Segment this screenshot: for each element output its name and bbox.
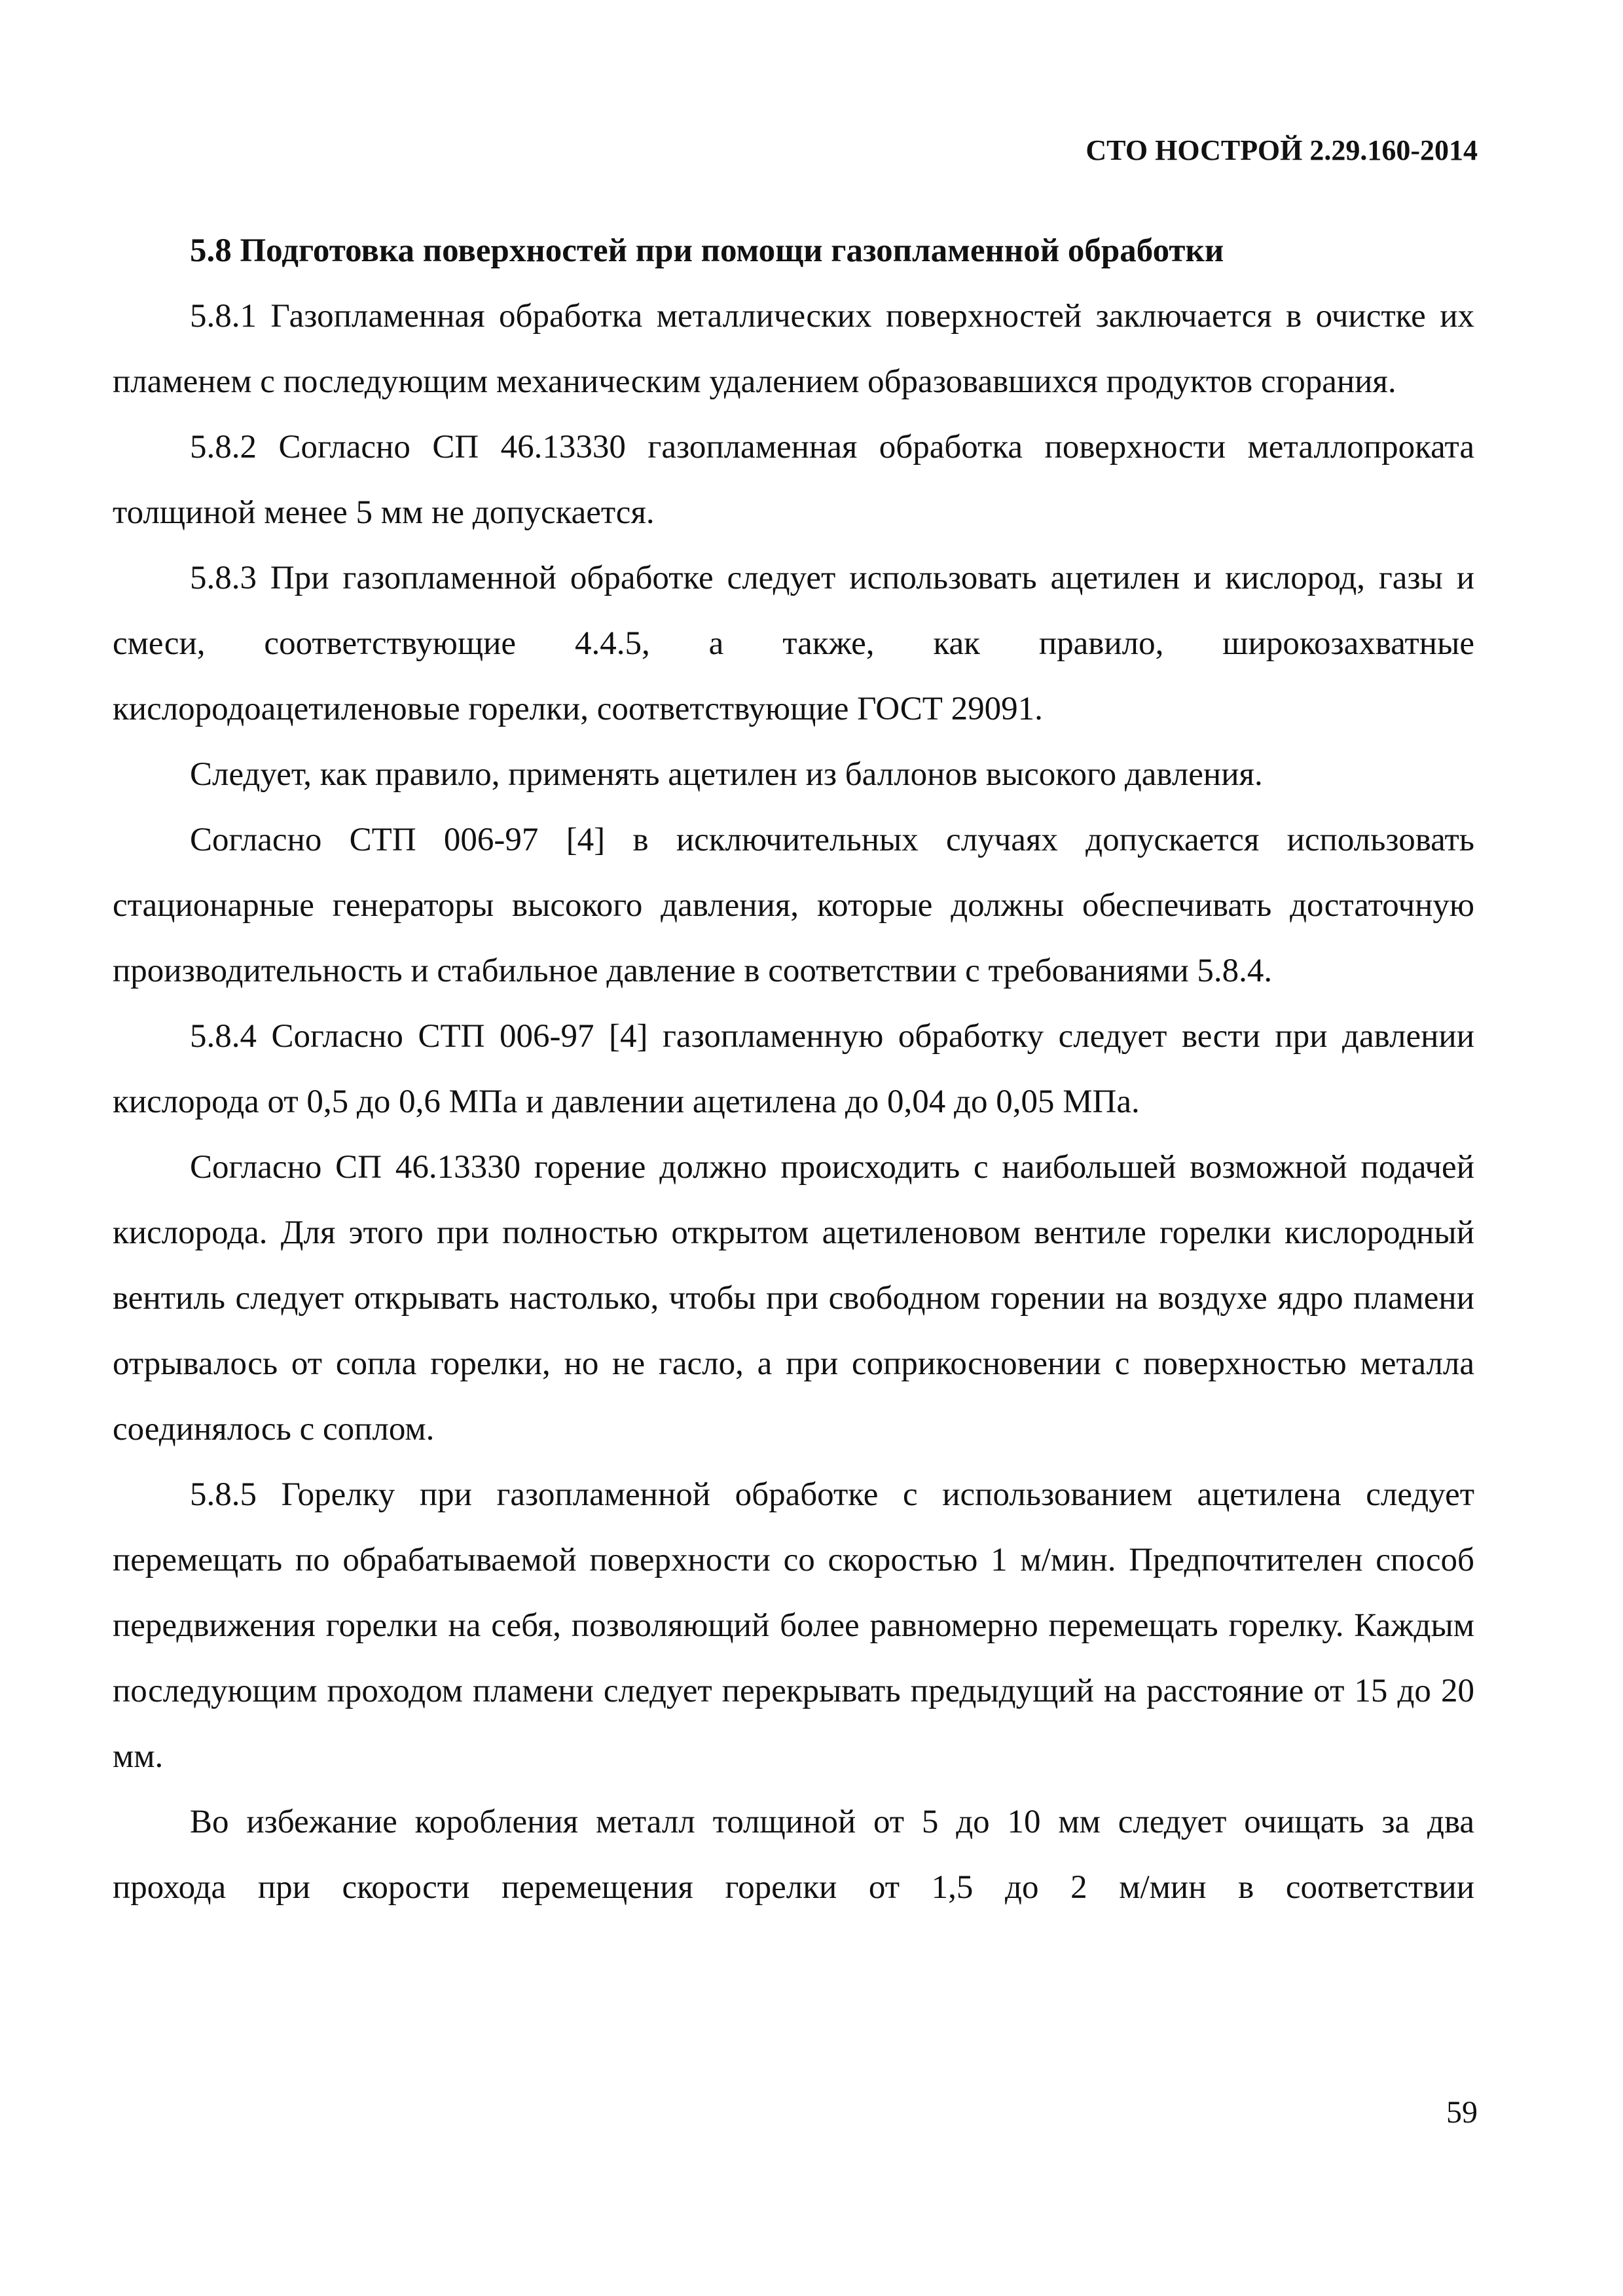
paragraph-5-8-5: 5.8.5 Горелку при газопламенной обработке с использованием ацетилена следует перемещать по обрабатываемой поверхности со скоростью 1 м/мин. Предпочтителен способ передвижения горелки на себя, позволяющий более равномерно перемещать горелку. Каждым последующим проходом пламени следует перекрывать предыдущий на расстояние от 15 до 20 мм. [113, 1476, 1474, 1775]
paragraph-5-8-1: 5.8.1 Газопламенная обработка металлических поверхностей заключается в очистке их пламенем с последующим механическим удалением образовавшихся продуктов сгорания. [113, 298, 1474, 400]
paragraph-combustion: Согласно СП 46.13330 горение должно происходить с наибольшей возможной подачей кислорода. Для этого при полностью открытом ацетиленовом вентиле горелки кислородный вентиль следует открывать настолько, чтобы при свободном горении на воздухе ядро пламени отрывалось от сопла горелки, но не гасло, а при соприкосновении с поверхностью металла соединялось с соплом. [113, 1149, 1474, 1448]
paragraph-acetylene-cylinders: Следует, как правило, применять ацетилен из баллонов высокого давления. [190, 756, 1263, 793]
document-code-header: СТО НОСТРОЙ 2.29.160-2014 [1085, 134, 1478, 166]
section-heading: 5.8 Подготовка поверхностей при помощи газопламенной обработки [190, 232, 1224, 269]
page-number: 59 [1446, 2095, 1478, 2130]
document-body [113, 218, 1474, 1920]
paragraph-5-8-3: 5.8.3 При газопламенной обработке следует использовать ацетилен и кислород, газы и смеси, соответствующие 4.4.5, а также, как правило, широкозахватные кислородоацетиленовые горелки, соответствующие ГОСТ 29091. [113, 560, 1474, 727]
paragraph-stationary-generators: Согласно СТП 006-97 [4] в исключительных случаях допускается использовать стационарные генераторы высокого давления, которые должны обеспечивать достаточную производительность и стабильное давление в соответствии с требованиями 5.8.4. [113, 822, 1474, 989]
paragraph-warping: Во избежание коробления металл толщиной от 5 до 10 мм следует очищать за два прохода при скорости перемещения горелки от 1,5 до 2 м/мин в соответствии [113, 1804, 1474, 1906]
paragraph-5-8-4: 5.8.4 Согласно СТП 006-97 [4] газопламенную обработку следует вести при давлении кислорода от 0,5 до 0,6 МПа и давлении ацетилена до 0,04 до 0,05 МПа. [113, 1018, 1474, 1120]
paragraph-5-8-2: 5.8.2 Согласно СП 46.13330 газопламенная обработка поверхности металлопроката толщиной менее 5 мм не допускается. [113, 429, 1474, 531]
